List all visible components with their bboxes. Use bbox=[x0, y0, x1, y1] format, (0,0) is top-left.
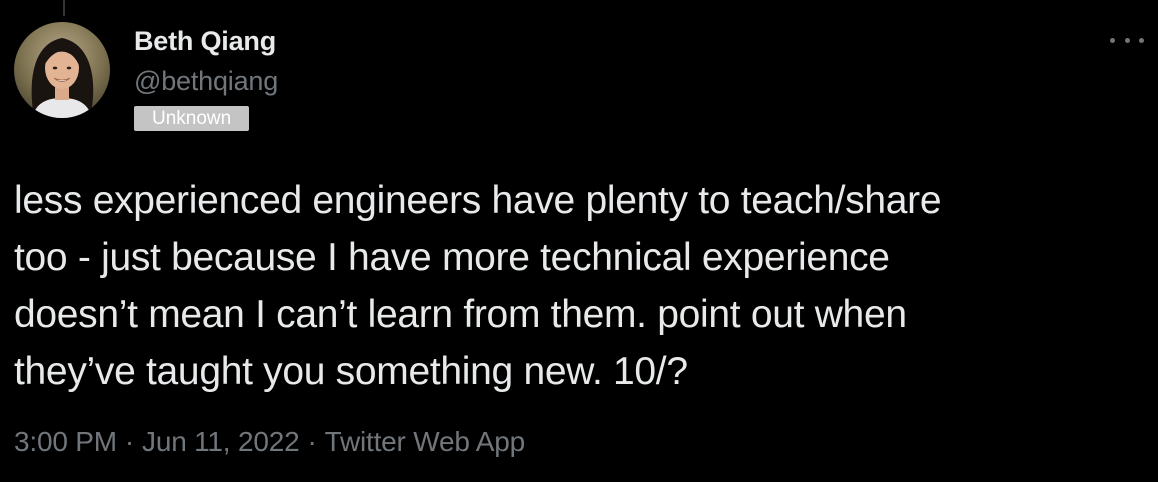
status-badge: Unknown bbox=[134, 106, 249, 131]
tweet-text bbox=[14, 172, 1144, 400]
meta-separator: · bbox=[307, 426, 317, 457]
tweet-text-line: they’ve taught you something new. 10/? bbox=[14, 350, 688, 393]
tweet-text-line: less experienced engineers have plenty to teach/share bbox=[14, 179, 942, 222]
tweet-source[interactable]: Twitter Web App bbox=[324, 426, 525, 457]
avatar-image bbox=[14, 22, 110, 118]
more-dots-icon bbox=[1139, 38, 1144, 43]
tweet-text-line: doesn’t mean I can’t learn from them. point out when bbox=[14, 293, 907, 336]
tweet-date[interactable]: Jun 11, 2022 bbox=[142, 426, 300, 457]
tweet-text-line: too - just because I have more technical experience bbox=[14, 236, 890, 279]
more-dots-icon bbox=[1110, 38, 1115, 43]
tweet-metadata bbox=[14, 426, 525, 458]
thread-connector-line bbox=[63, 0, 65, 16]
tweet-time[interactable]: 3:00 PM bbox=[14, 426, 117, 457]
more-options-button[interactable] bbox=[1110, 28, 1144, 52]
author-handle[interactable]: @bethqiang bbox=[134, 66, 279, 96]
author-name[interactable]: Beth Qiang bbox=[134, 26, 277, 56]
avatar[interactable] bbox=[14, 22, 110, 118]
more-dots-icon bbox=[1125, 38, 1130, 43]
meta-separator: · bbox=[124, 426, 135, 457]
